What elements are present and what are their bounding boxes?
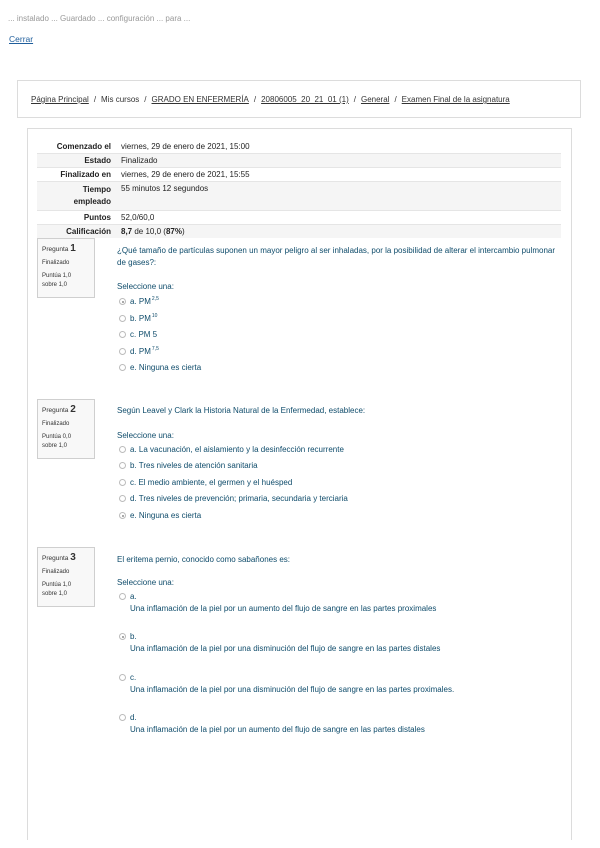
radio-button[interactable]: [119, 512, 126, 519]
radio-button[interactable]: [119, 593, 126, 600]
summary-label: Finalizado en: [60, 170, 111, 179]
answer-option[interactable]: d. Tres niveles de prevención; primaria, secundaria y terciaria: [119, 494, 348, 503]
question-grade: Puntúa 1,0 sobre 1,0: [42, 273, 72, 288]
time-label-line1: Tiempo: [82, 185, 111, 194]
question-text: El eritema pernio, conocido como sabañones es:: [117, 555, 290, 564]
summary-label: Estado: [84, 156, 111, 165]
option-text: Una inflamación de la piel por un aumento del flujo de sangre en las partes distales: [130, 725, 425, 734]
summary-value: Finalizado: [121, 156, 158, 165]
radio-button[interactable]: [119, 674, 126, 681]
summary-value: 52,0/60,0: [121, 213, 155, 222]
option-text: Una inflamación de la piel por un aumento del flujo de sangre en las partes proximales: [130, 604, 437, 613]
radio-button[interactable]: [119, 479, 126, 486]
answer-option[interactable]: a. La vacunación, el aislamiento y la desinfección recurrente: [119, 445, 344, 454]
question-number: Pregunta 1: [42, 243, 76, 254]
breadcrumb-separator: /: [144, 95, 147, 104]
summary-label: Comenzado el: [56, 142, 111, 151]
question-number: Pregunta 2: [42, 404, 76, 415]
option-text: Una inflamación de la piel por una disminución del flujo de sangre en las partes distales: [130, 644, 441, 653]
question-state: Finalizado: [42, 421, 70, 427]
answer-option[interactable]: e. Ninguna es cierta: [119, 511, 201, 520]
grade-score: 8,7: [121, 227, 133, 236]
summary-row-points: [37, 211, 561, 225]
breadcrumb-separator: /: [253, 95, 257, 104]
breadcrumb-general[interactable]: General: [360, 95, 390, 104]
radio-button[interactable]: [119, 462, 126, 469]
summary-value: [115, 225, 561, 239]
question-info-3: [37, 547, 95, 607]
answer-option[interactable]: b. Tres niveles de atención sanitaria: [119, 461, 258, 470]
radio-button[interactable]: [119, 364, 126, 371]
radio-button[interactable]: [119, 446, 126, 453]
breadcrumb-home[interactable]: Página Principal: [31, 95, 89, 104]
breadcrumb-course[interactable]: 20806005_20_21_01 (1): [261, 95, 349, 104]
summary-value: viernes, 29 de enero de 2021, 15:00: [121, 142, 250, 151]
question-text: Según Leavel y Clark la Historia Natural de la Enfermedad, establece:: [117, 406, 366, 415]
answer-option[interactable]: e. Ninguna es cierta: [119, 363, 201, 372]
summary-label: [37, 182, 115, 211]
select-prompt: Seleccione una:: [117, 431, 174, 440]
summary-row-finished: [37, 168, 561, 182]
answer-option[interactable]: c. PM 5: [119, 330, 157, 339]
breadcrumb: [31, 95, 510, 104]
question-number: Pregunta 3: [42, 552, 76, 563]
radio-button[interactable]: [119, 298, 126, 305]
summary-row-grade: [37, 225, 561, 239]
summary-row-state: [37, 154, 561, 168]
breadcrumb-container: [17, 80, 581, 118]
answer-option[interactable]: d. Una inflamación de la piel por un aumento del flujo de sangre en las partes distales: [119, 712, 425, 736]
question-info-2: [37, 399, 95, 459]
radio-button[interactable]: [119, 348, 126, 355]
breadcrumb-exam[interactable]: Examen Final de la asignatura: [401, 95, 510, 104]
breadcrumb-separator: /: [353, 95, 356, 104]
breadcrumb-my-courses: Mis cursos: [101, 95, 140, 104]
grade-percent: 87%: [165, 227, 182, 236]
attempt-summary-table: [37, 140, 561, 238]
radio-button[interactable]: [119, 331, 126, 338]
grade-close: ): [181, 227, 185, 236]
truncated-notice: ... instalado ... Guardado ... configuración ... para ...: [8, 14, 191, 23]
question-grade: Puntúa 0,0 sobre 1,0: [42, 434, 72, 449]
summary-row-started: [37, 140, 561, 154]
answer-option[interactable]: c. Una inflamación de la piel por una disminución del flujo de sangre en las partes proximales.: [119, 672, 454, 696]
answer-option[interactable]: c. El medio ambiente, el germen y el huésped: [119, 478, 292, 487]
answer-option[interactable]: b. Una inflamación de la piel por una disminución del flujo de sangre en las partes distales: [119, 631, 440, 655]
question-info-1: [37, 238, 95, 298]
radio-button[interactable]: [119, 633, 126, 640]
close-link[interactable]: Cerrar: [9, 34, 34, 44]
breadcrumb-separator: /: [93, 95, 97, 104]
answer-option[interactable]: b. PM$^{10}$: [119, 313, 157, 323]
breadcrumb-separator: /: [394, 95, 397, 104]
radio-button[interactable]: [119, 495, 126, 502]
radio-button[interactable]: [119, 315, 126, 322]
question-state: Finalizado: [42, 260, 70, 266]
answer-option[interactable]: a. PM$^{2,5}$: [119, 296, 159, 306]
breadcrumb-degree[interactable]: GRADO EN ENFERMERÍA: [151, 95, 249, 104]
summary-label: Puntos: [83, 213, 111, 222]
question-state: Finalizado: [42, 569, 70, 575]
summary-value: viernes, 29 de enero de 2021, 15:55: [121, 170, 250, 179]
answer-option[interactable]: a. Una inflamación de la piel por un aumento del flujo de sangre en las partes proximales: [119, 591, 436, 615]
question-text: ¿Qué tamaño de partículas suponen un mayor peligro al ser inhaladas, por la posibilidad de alterar el intercambio pulmonar de gases?:: [117, 246, 556, 267]
grade-out-of: de 10,0 (: [132, 227, 166, 236]
select-prompt: Seleccione una:: [117, 282, 174, 291]
summary-label: Calificación: [66, 227, 111, 236]
summary-row-time: [37, 182, 561, 211]
summary-value: 55 minutos 12 segundos: [121, 184, 209, 193]
question-grade: Puntúa 1,0 sobre 1,0: [42, 582, 72, 597]
time-label-line2: empleado: [73, 197, 111, 206]
radio-button[interactable]: [119, 714, 126, 721]
select-prompt: Seleccione una:: [117, 578, 174, 587]
answer-option[interactable]: d. PM$^{7,5}$: [119, 346, 159, 356]
option-text: Una inflamación de la piel por una disminución del flujo de sangre en las partes proximales.: [130, 685, 455, 694]
